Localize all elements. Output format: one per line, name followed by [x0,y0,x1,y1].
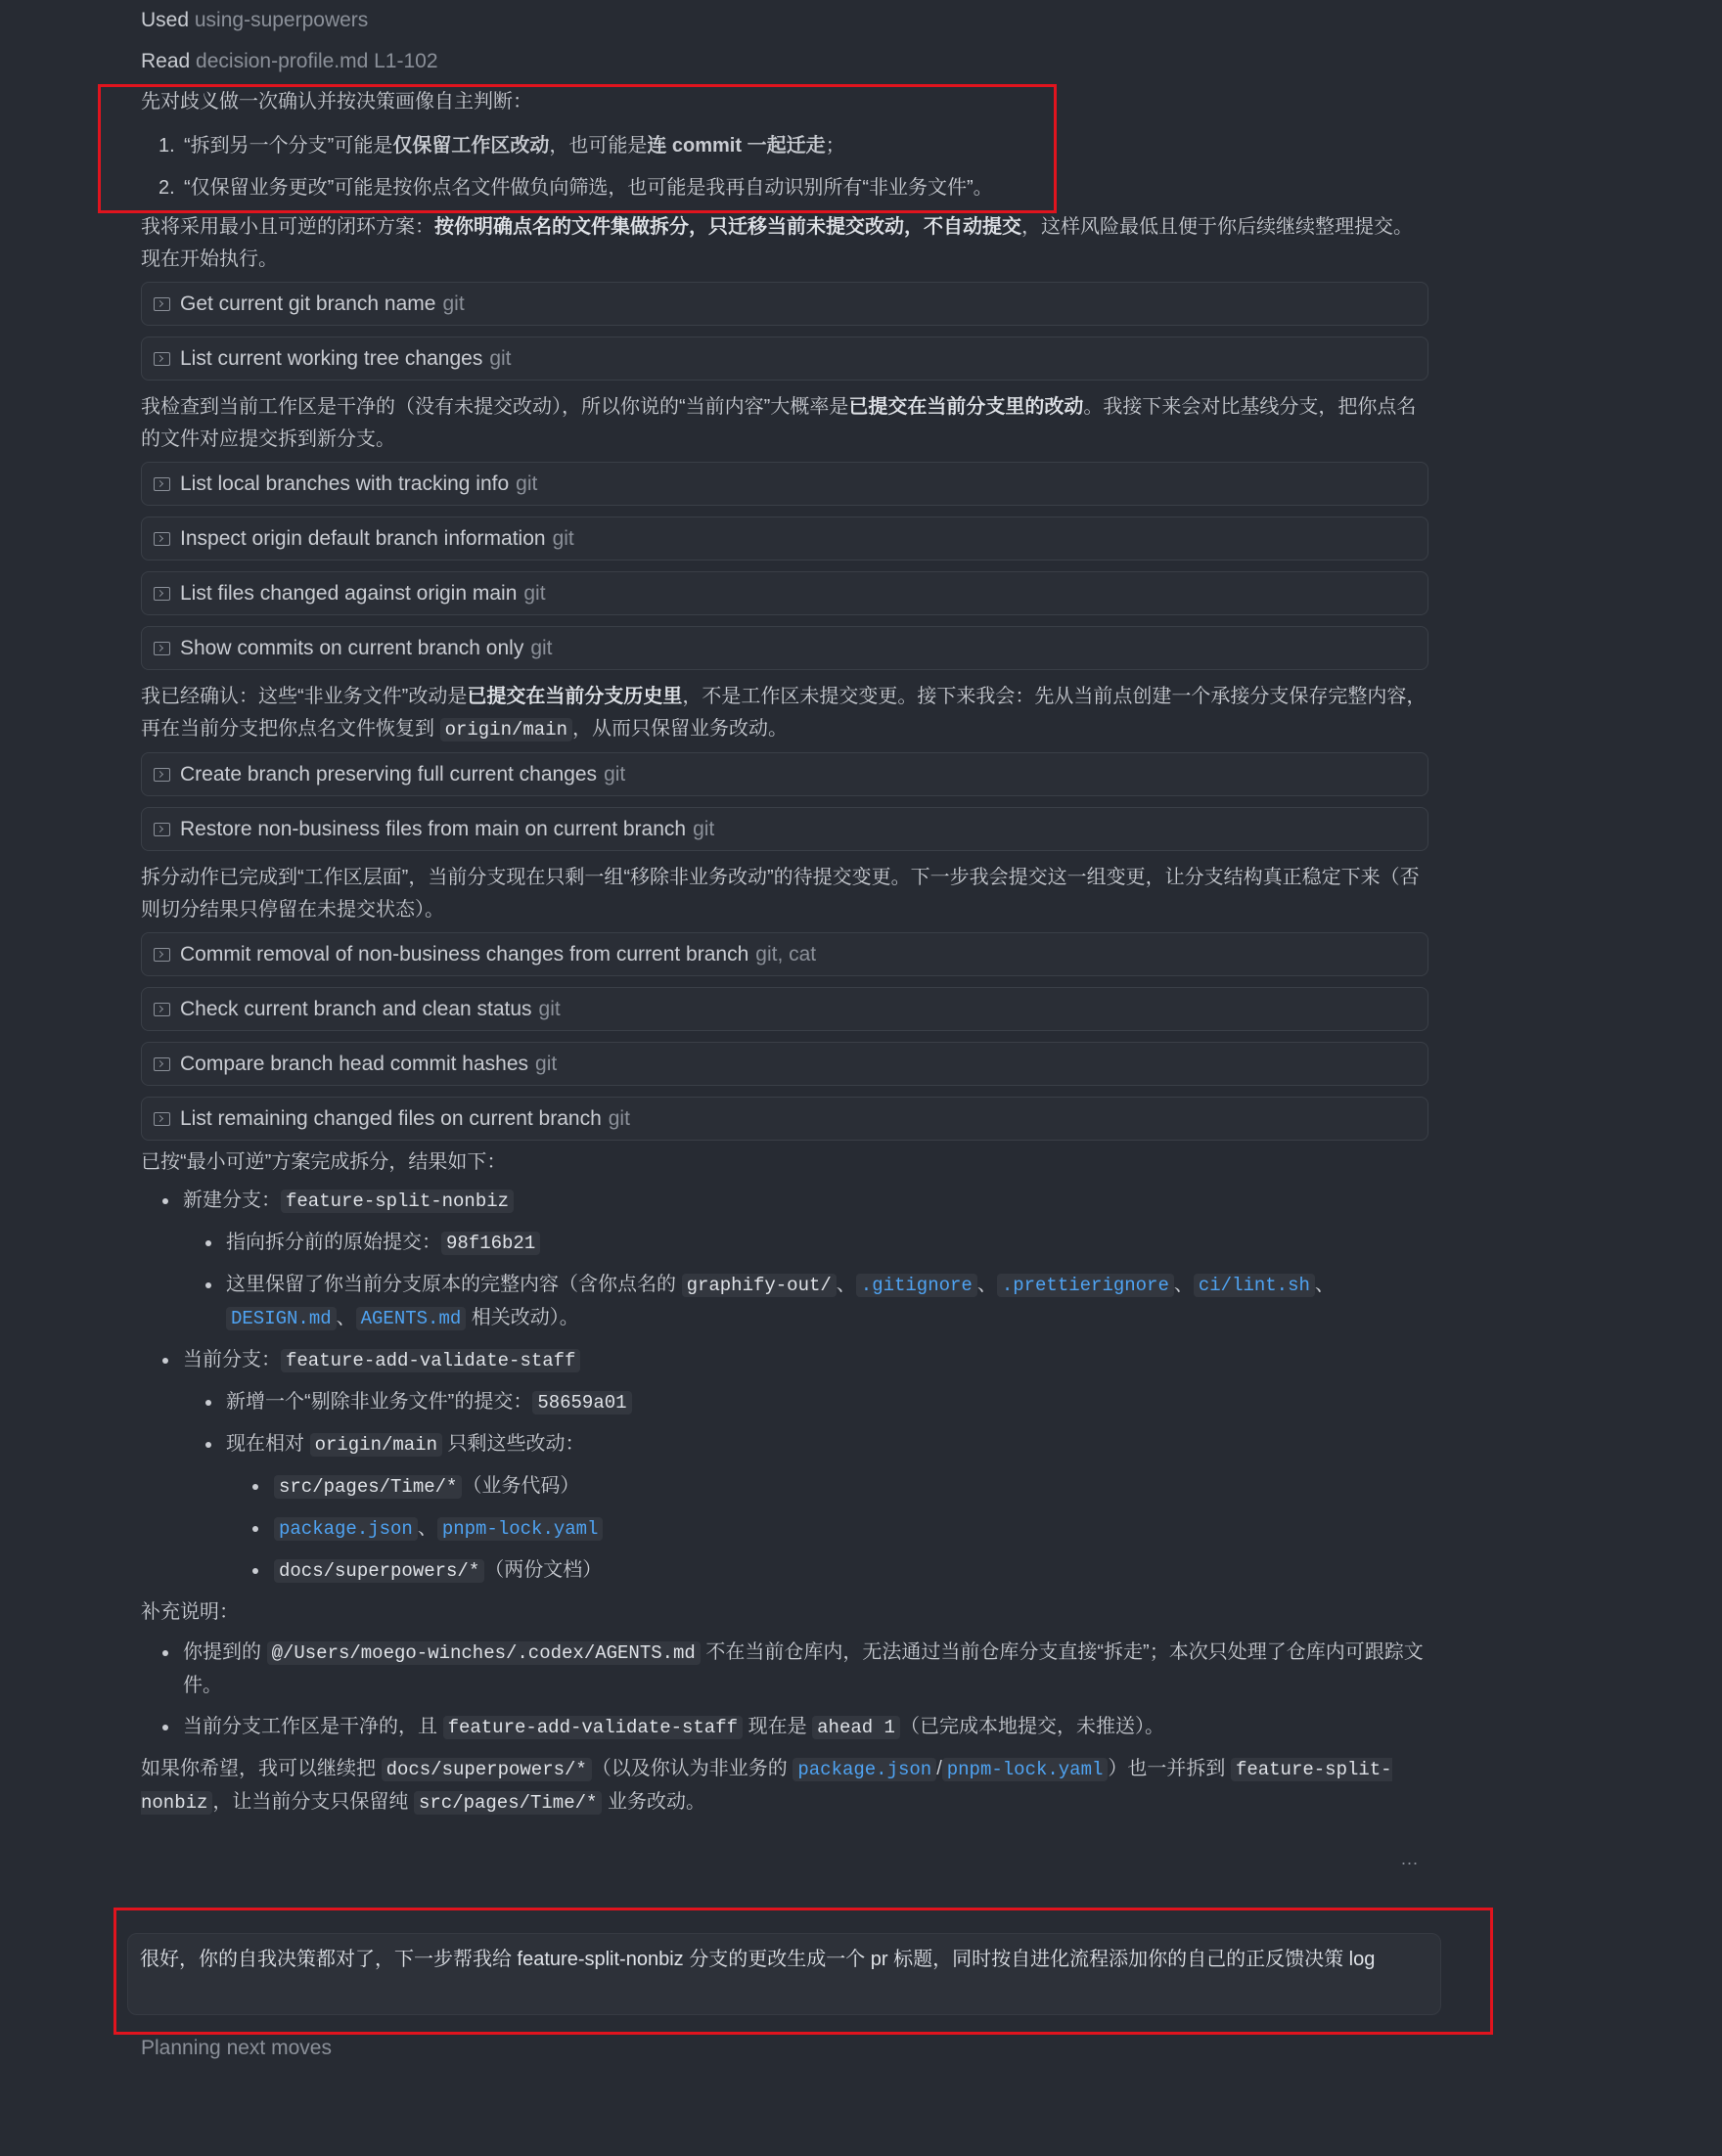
command-label: Restore non-business files from main on current branch [180,817,687,840]
highlight-box [98,84,1057,213]
list-item: src/pages/Time/* （业务代码） [141,1470,1428,1504]
command-tag: git [538,997,561,1020]
list-item: 新增一个“剔除非业务文件”的提交： 58659a01 [141,1386,1428,1419]
list-item: package.json 、 pnpm-lock.yaml [141,1512,1428,1546]
command-row[interactable] [141,626,1428,670]
command-row[interactable] [141,932,1428,976]
terminal-icon [154,642,170,655]
terminal-icon [154,768,170,782]
used-prefix: Used [141,9,190,31]
terminal-icon [154,1003,170,1016]
list-item: docs/superpowers/* （两份文档） [141,1554,1428,1588]
list-item: 你提到的 @/Users/moego-winches/.codex/AGENTS.md 不在当前仓库内，无法通过当前仓库分支直接“拆走”；本次只处理了仓库内可跟踪文件。 [141,1637,1428,1702]
list-item: 1. “拆到另一个分支”可能是仅保留工作区改动，也可能是连 commit 一起迁走； [159,135,845,157]
command-label: Show commits on current branch only [180,636,524,659]
command-label: List current working tree changes [180,346,483,370]
split-paragraph: 拆分动作已完成到“工作区层面”，当前分支现在只剩一组“移除非业务改动”的待提交变更。下一步我会提交这一组变更，让分支结构真正稳定下来（否则切分结果只停留在未提交状态）。 [141,867,1420,921]
command-row[interactable] [141,517,1428,561]
terminal-icon [154,1112,170,1126]
command-tag: git [530,636,553,659]
file-link[interactable]: .gitignore [856,1274,977,1297]
branch-name: feature-split-nonbiz [281,1190,514,1213]
used-value: using-superpowers [194,9,369,31]
result-title: 已按“最小可逆”方案完成拆分，结果如下： [141,1151,507,1173]
inline-code: origin/main [440,718,572,741]
list-item: 当前分支工作区是干净的，且 feature-add-validate-staff 现在是 ahead 1 （已完成本地提交，未推送）。 [141,1711,1428,1744]
command-tag: git [489,346,512,370]
list-item: 2. “仅保留业务更改”可能是按你点名文件做负向筛选，也可能是我再自动识别所有“非业务文件”。 [159,177,993,199]
command-row[interactable] [141,1097,1428,1141]
terminal-icon [154,477,170,491]
terminal-icon [154,297,170,311]
command-tag: git [523,581,546,605]
command-tag: git [442,292,465,315]
file-link[interactable]: .prettierignore [997,1274,1174,1297]
file-link[interactable]: pnpm-lock.yaml [437,1517,604,1541]
plan-paragraph: 我将采用最小且可逆的闭环方案：按你明确点名的文件集做拆分，只迁移当前未提交改动，不自动提交，这样风险最低且便于你后续继续整理提交。现在开始执行。 [141,216,1413,270]
command-label: List remaining changed files on current branch [180,1106,602,1130]
command-label: List files changed against origin main [180,581,518,605]
file-link[interactable]: pnpm-lock.yaml [942,1758,1109,1781]
read-file-line[interactable] [141,41,1428,82]
highlight-box [113,1908,1493,2035]
list-item: 新建分支： feature-split-nonbiz [141,1185,1428,1218]
command-tag: git, cat [755,942,817,966]
list-item: 当前分支： feature-add-validate-staff [141,1344,1428,1377]
file-link[interactable]: AGENTS.md [356,1307,467,1330]
list-item: 现在相对 origin/main 只剩这些改动： [141,1428,1428,1461]
file-link[interactable]: DESIGN.md [226,1307,337,1330]
terminal-icon [154,532,170,546]
more-actions-button[interactable]: ... [1401,1849,1420,1868]
command-row[interactable] [141,462,1428,506]
command-tag: git [608,1106,630,1130]
command-row[interactable] [141,752,1428,796]
command-row[interactable] [141,807,1428,851]
command-tag: git [693,817,715,840]
confirm-paragraph: 我已经确认：这些“非业务文件”改动是已提交在当前分支历史里，不是工作区未提交变更。接下来我会：先从当前点创建一个承接分支保存完整内容，再在当前分支把你点名文件恢复到 origin/main ，从而只保留业务改动。 [141,686,1427,741]
read-prefix: Read [141,50,191,72]
commit-hash: 58659a01 [532,1391,631,1415]
command-row[interactable] [141,337,1428,381]
command-tag: git [604,762,626,786]
command-label: Inspect origin default branch information [180,526,546,550]
note-title: 补充说明： [141,1601,239,1623]
terminal-icon [154,1057,170,1071]
file-link[interactable]: package.json [793,1758,936,1781]
user-message-bubble: 很好，你的自我决策都对了，下一步帮我给 feature-split-nonbiz 分支的更改生成一个 pr 标题，同时按自进化流程添加你的自己的正反馈决策 log [127,1933,1441,2015]
command-tag: git [535,1052,558,1075]
used-skill-line[interactable] [141,0,1428,41]
command-label: Compare branch head commit hashes [180,1052,529,1075]
terminal-icon [154,352,170,366]
chat-transcript [141,0,1428,1823]
terminal-icon [154,587,170,601]
command-tag: git [516,472,538,495]
command-row[interactable] [141,282,1428,326]
followup-paragraph: 如果你希望，我可以继续把 docs/superpowers/* （以及你认为非业务的 package.json / pnpm-lock.yaml ）也一并拆到 feature-split-nonbiz ，让当前分支只保留纯 src/pages/Time/* 业务改动。 [141,1758,1392,1814]
check-paragraph: 我检查到当前工作区是干净的（没有未提交改动），所以你说的“当前内容”大概率是已提交在当前分支里的改动。我接下来会对比基线分支，把你点名的文件对应提交拆到新分支。 [141,396,1417,450]
command-label: List local branches with tracking info [180,472,510,495]
file-link[interactable]: ci/lint.sh [1194,1274,1315,1297]
command-label: Check current branch and clean status [180,997,532,1020]
terminal-icon [154,823,170,836]
commit-hash: 98f16b21 [441,1232,540,1255]
status-text: Planning next moves [141,2037,332,2059]
command-label: Get current git branch name [180,292,436,315]
terminal-icon [154,948,170,962]
list-item: 这里保留了你当前分支原本的完整内容（含你点名的 graphify-out/ 、 .gitignore 、 .prettierignore 、 ci/lint.sh 、DESIGN.md 、 AGENTS.md 相关改动）。 [141,1269,1428,1335]
result-list [141,1185,1428,1588]
command-tag: git [552,526,574,550]
read-value: decision-profile.md L1-102 [196,50,438,72]
command-row[interactable] [141,1042,1428,1086]
command-row[interactable] [141,987,1428,1031]
intro-text: 先对歧义做一次确认并按决策画像自主判断： [141,91,532,112]
command-label: Create branch preserving full current changes [180,762,598,786]
file-link[interactable]: package.json [274,1517,418,1541]
note-list [141,1637,1428,1744]
command-label: Commit removal of non-business changes from current branch [180,942,749,966]
branch-name: feature-add-validate-staff [281,1349,580,1372]
command-row[interactable] [141,571,1428,615]
list-item: 指向拆分前的原始提交： 98f16b21 [141,1227,1428,1260]
